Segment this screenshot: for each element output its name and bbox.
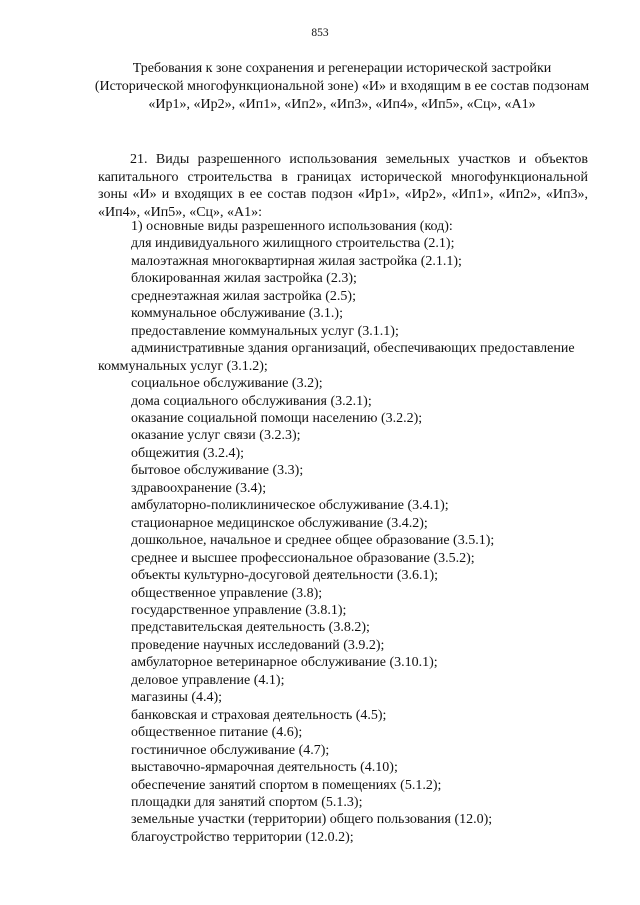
list-item: среднее и высшее профессиональное образование (3.5.2); xyxy=(131,550,475,566)
list-item: амбулаторное ветеринарное обслуживание (3.10.1); xyxy=(131,655,438,671)
list-item: общественное управление (3.8); xyxy=(131,585,323,601)
list-item: среднеэтажная жилая застройка (2.5); xyxy=(131,288,356,304)
list-item: деловое управление (4.1); xyxy=(131,672,285,688)
list-item: блокированная жилая застройка (2.3); xyxy=(131,271,357,287)
page-number: 853 xyxy=(311,27,329,39)
list-item: для индивидуального жилищного строительства (2.1); xyxy=(131,236,455,252)
list-item: стационарное медицинское обслуживание (3.4.2); xyxy=(131,515,428,531)
list-item: общежития (3.2.4); xyxy=(131,445,245,461)
list-item: проведение научных исследований (3.9.2); xyxy=(131,637,385,653)
list-item: административные здания организаций, обеспечивающих предоставление коммунальных услуг (3.1.2); xyxy=(98,341,575,374)
list-item: площадки для занятий спортом (5.1.3); xyxy=(131,794,363,810)
list-item: государственное управление (3.8.1); xyxy=(131,602,347,618)
list-item: оказание услуг связи (3.2.3); xyxy=(131,428,301,444)
list-item: здравоохранение (3.4); xyxy=(131,480,267,496)
list-item: предоставление коммунальных услуг (3.1.1); xyxy=(131,323,399,339)
list-item: коммунальное обслуживание (3.1.); xyxy=(131,306,343,322)
list-item: дома социального обслуживания (3.2.1); xyxy=(131,393,372,409)
paragraph-21-intro: 21. Виды разрешенного использования земельных участков и объектов капитального строительства в границах исторической многофункциональной зоны «И» и входящих в ее состав подзон «Ир1», «Ир2», «Ип1», «Ип2», «Ип3», «Ип4», «Ип5», «Сц», «А1»: xyxy=(98,152,588,220)
list-item: общественное питание (4.6); xyxy=(131,725,303,741)
list-item: 1) основные виды разрешенного использования (код): xyxy=(131,219,453,234)
list-item: благоустройство территории (12.0.2); xyxy=(131,829,354,845)
list-item: амбулаторно-поликлиническое обслуживание (3.4.1); xyxy=(131,498,449,514)
section-heading: Требования к зоне сохранения и регенерации исторической застройки (Исторической многофункциональной зоне) «И» и входящим в ее состав подзонам «Ир1», «Ир2», «Ип1», «Ип2», «Ип3», «Ип4», «Ип5», «Сц», «А1» xyxy=(94,61,590,112)
list-item: представительская деятельность (3.8.2); xyxy=(131,620,370,636)
list-item: обеспечение занятий спортом в помещениях (5.1.2); xyxy=(131,777,442,793)
list-item: социальное обслуживание (3.2); xyxy=(131,376,323,392)
list-item: дошкольное, начальное и среднее общее образование (3.5.1); xyxy=(131,533,495,549)
list-item: банковская и страховая деятельность (4.5); xyxy=(131,707,387,723)
list-item: земельные участки (территории) общего пользования (12.0); xyxy=(131,812,493,828)
list-item: выставочно-ярмарочная деятельность (4.10); xyxy=(131,760,398,776)
list-item: оказание социальной помощи населению (3.2.2); xyxy=(131,410,423,426)
list-item: малоэтажная многоквартирная жилая застройка (2.1.1); xyxy=(131,253,462,269)
list-item: бытовое обслуживание (3.3); xyxy=(131,463,304,479)
list-item: объекты культурно-досуговой деятельности (3.6.1); xyxy=(131,568,439,584)
list-item: гостиничное обслуживание (4.7); xyxy=(131,742,330,758)
permitted-use-list xyxy=(98,218,588,846)
list-item: магазины (4.4); xyxy=(131,690,223,706)
